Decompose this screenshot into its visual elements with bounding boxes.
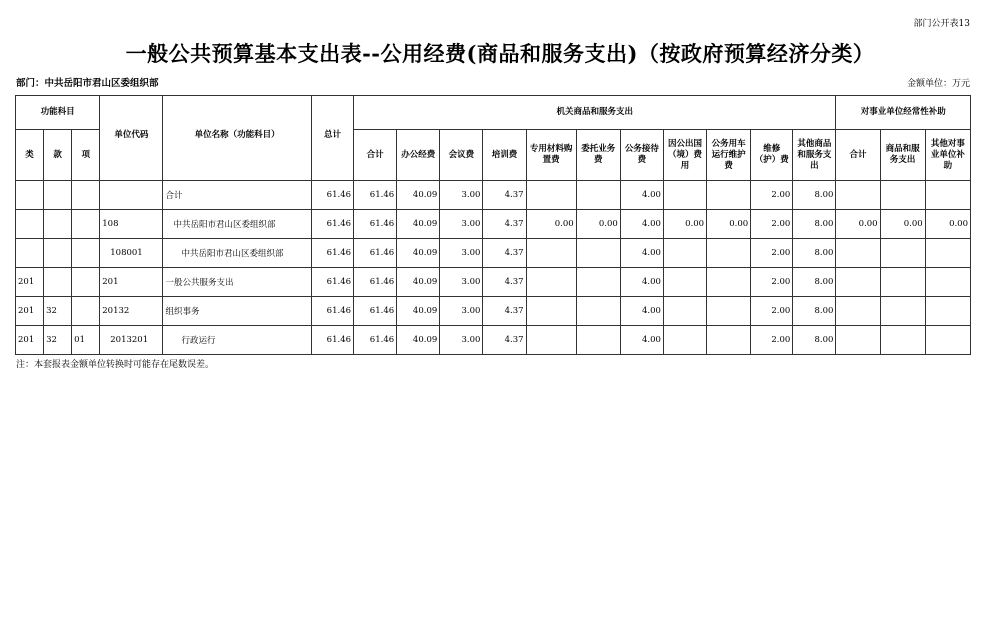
header-func-subject: 功能科目 <box>16 96 100 130</box>
cell-amount: 61.46 <box>311 326 353 355</box>
cell-amount <box>880 326 925 355</box>
header-col: 合计 <box>836 130 880 181</box>
table-row <box>16 268 971 297</box>
header-col: 合计 <box>354 130 397 181</box>
table-row <box>16 326 971 355</box>
table-number-label: 部门公开表13 <box>913 19 970 29</box>
header-col: 委托业务费 <box>576 130 620 181</box>
cell-amount: 40.09 <box>397 181 440 210</box>
cell-amount <box>663 268 706 297</box>
cell-lei: 201 <box>16 268 44 297</box>
cell-amount <box>526 239 576 268</box>
budget-table <box>15 95 971 355</box>
cell-amount <box>663 239 706 268</box>
cell-amount: 3.00 <box>440 210 483 239</box>
cell-amount <box>526 268 576 297</box>
cell-amount: 3.00 <box>440 181 483 210</box>
cell-amount: 3.00 <box>440 268 483 297</box>
footnote: 注：本套报表金额单位转换时可能存在尾数误差。 <box>16 360 215 370</box>
cell-amount <box>526 181 576 210</box>
cell-amount: 4.00 <box>620 297 663 326</box>
cell-amount <box>880 239 925 268</box>
table-row <box>16 239 971 268</box>
cell-unit-code: 201 <box>100 268 163 297</box>
cell-amount: 8.00 <box>793 210 836 239</box>
cell-unit-name: 组织事务 <box>163 297 311 326</box>
header-col: 其他商品和服务支出 <box>793 130 836 181</box>
cell-amount: 0.00 <box>836 210 880 239</box>
cell-amount: 4.00 <box>620 181 663 210</box>
cell-amount <box>663 326 706 355</box>
cell-unit-name: 一般公共服务支出 <box>163 268 311 297</box>
cell-amount <box>836 268 880 297</box>
cell-unit-code: 20132 <box>100 297 163 326</box>
header-xiang: 项 <box>72 130 100 181</box>
cell-amount <box>836 239 880 268</box>
cell-amount <box>707 181 751 210</box>
cell-amount: 2.00 <box>751 181 793 210</box>
cell-unit-code: 108001 <box>100 239 163 268</box>
cell-amount: 61.46 <box>354 239 397 268</box>
cell-amount: 3.00 <box>440 297 483 326</box>
cell-amount <box>576 181 620 210</box>
cell-amount: 0.00 <box>880 210 925 239</box>
cell-amount: 4.00 <box>620 239 663 268</box>
cell-unit-code: 108 <box>100 210 163 239</box>
cell-lei <box>16 181 44 210</box>
cell-amount <box>707 268 751 297</box>
cell-amount <box>836 326 880 355</box>
cell-amount <box>925 326 970 355</box>
cell-unit-code: 2013201 <box>100 326 163 355</box>
cell-amount: 40.09 <box>397 268 440 297</box>
cell-amount <box>576 326 620 355</box>
cell-amount: 0.00 <box>663 210 706 239</box>
cell-kuan <box>44 181 72 210</box>
table-row <box>16 181 971 210</box>
department-label: 部门：中共岳阳市君山区委组织部 <box>16 78 159 89</box>
cell-amount: 0.00 <box>526 210 576 239</box>
header-col: 其他对事业单位补助 <box>925 130 970 181</box>
cell-amount <box>836 297 880 326</box>
cell-amount: 40.09 <box>397 210 440 239</box>
cell-amount: 4.00 <box>620 210 663 239</box>
cell-amount <box>526 297 576 326</box>
table-row <box>16 297 971 326</box>
cell-lei <box>16 239 44 268</box>
header-col: 维修（护）费 <box>751 130 793 181</box>
cell-lei: 201 <box>16 326 44 355</box>
cell-amount <box>880 181 925 210</box>
cell-amount: 61.46 <box>311 181 353 210</box>
cell-amount: 8.00 <box>793 268 836 297</box>
header-unit-name: 单位名称（功能科目） <box>163 96 311 181</box>
cell-amount <box>880 268 925 297</box>
cell-amount: 4.00 <box>620 326 663 355</box>
cell-amount: 2.00 <box>751 268 793 297</box>
table-body <box>16 181 971 355</box>
cell-amount: 2.00 <box>751 239 793 268</box>
cell-amount: 61.46 <box>354 210 397 239</box>
cell-amount: 40.09 <box>397 239 440 268</box>
cell-unit-name: 合计 <box>163 181 311 210</box>
header-col: 公务用车运行维护费 <box>707 130 751 181</box>
cell-xiang <box>72 239 100 268</box>
header-col: 办公经费 <box>397 130 440 181</box>
table-row <box>16 210 971 239</box>
cell-xiang: 01 <box>72 326 100 355</box>
cell-amount <box>836 181 880 210</box>
cell-amount: 2.00 <box>751 326 793 355</box>
cell-amount: 4.37 <box>483 268 526 297</box>
cell-amount: 3.00 <box>440 239 483 268</box>
cell-xiang <box>72 268 100 297</box>
header-total: 总计 <box>311 96 353 181</box>
header-col: 公务接待费 <box>620 130 663 181</box>
cell-kuan: 32 <box>44 297 72 326</box>
cell-amount: 40.09 <box>397 297 440 326</box>
page-title: 一般公共预算基本支出表--公用经费(商品和服务支出)（按政府预算经济分类） <box>125 41 875 66</box>
cell-amount: 4.00 <box>620 268 663 297</box>
header-group-subsidy: 对事业单位经常性补助 <box>836 96 971 130</box>
cell-amount: 61.46 <box>354 181 397 210</box>
cell-lei: 201 <box>16 297 44 326</box>
header-col: 培训费 <box>483 130 526 181</box>
cell-amount <box>707 297 751 326</box>
cell-amount: 4.37 <box>483 181 526 210</box>
cell-kuan: 32 <box>44 326 72 355</box>
cell-amount <box>925 297 970 326</box>
cell-amount <box>576 268 620 297</box>
cell-unit-code <box>100 181 163 210</box>
cell-amount: 61.46 <box>354 326 397 355</box>
header-group-jiguan: 机关商品和服务支出 <box>354 96 836 130</box>
cell-amount <box>576 239 620 268</box>
cell-unit-name: 中共岳阳市君山区委组织部 <box>163 239 311 268</box>
cell-amount: 3.00 <box>440 326 483 355</box>
cell-unit-name: 中共岳阳市君山区委组织部 <box>163 210 311 239</box>
cell-amount: 61.46 <box>311 239 353 268</box>
cell-amount <box>526 326 576 355</box>
header-col: 会议费 <box>440 130 483 181</box>
header-col: 专用材料购置费 <box>526 130 576 181</box>
cell-amount: 8.00 <box>793 297 836 326</box>
amount-unit-label: 金额单位：万元 <box>906 79 970 89</box>
cell-kuan <box>44 210 72 239</box>
cell-lei <box>16 210 44 239</box>
cell-xiang <box>72 297 100 326</box>
cell-amount: 40.09 <box>397 326 440 355</box>
cell-amount: 61.46 <box>311 268 353 297</box>
cell-amount <box>576 297 620 326</box>
cell-amount <box>925 239 970 268</box>
cell-amount: 8.00 <box>793 326 836 355</box>
cell-amount <box>663 181 706 210</box>
cell-amount: 4.37 <box>483 210 526 239</box>
cell-amount <box>925 181 970 210</box>
cell-xiang <box>72 210 100 239</box>
cell-amount: 2.00 <box>751 297 793 326</box>
cell-unit-name: 行政运行 <box>163 326 311 355</box>
cell-amount <box>880 297 925 326</box>
cell-amount <box>707 326 751 355</box>
cell-amount <box>707 239 751 268</box>
cell-amount: 2.00 <box>751 210 793 239</box>
header-col: 因公出国（境）费用 <box>663 130 706 181</box>
header-unit-code: 单位代码 <box>100 96 163 181</box>
header-col: 商品和服务支出 <box>880 130 925 181</box>
cell-amount <box>925 268 970 297</box>
cell-amount: 4.37 <box>483 297 526 326</box>
header-kuan: 款 <box>44 130 72 181</box>
cell-amount: 4.37 <box>483 239 526 268</box>
cell-xiang <box>72 181 100 210</box>
cell-kuan <box>44 268 72 297</box>
cell-amount: 61.46 <box>354 297 397 326</box>
cell-amount: 0.00 <box>925 210 970 239</box>
cell-amount: 4.37 <box>483 326 526 355</box>
cell-kuan <box>44 239 72 268</box>
cell-amount: 61.46 <box>311 210 353 239</box>
cell-amount: 8.00 <box>793 181 836 210</box>
cell-amount: 61.46 <box>354 268 397 297</box>
cell-amount: 8.00 <box>793 239 836 268</box>
cell-amount: 61.46 <box>311 297 353 326</box>
cell-amount: 0.00 <box>576 210 620 239</box>
cell-amount <box>663 297 706 326</box>
header-lei: 类 <box>16 130 44 181</box>
cell-amount: 0.00 <box>707 210 751 239</box>
